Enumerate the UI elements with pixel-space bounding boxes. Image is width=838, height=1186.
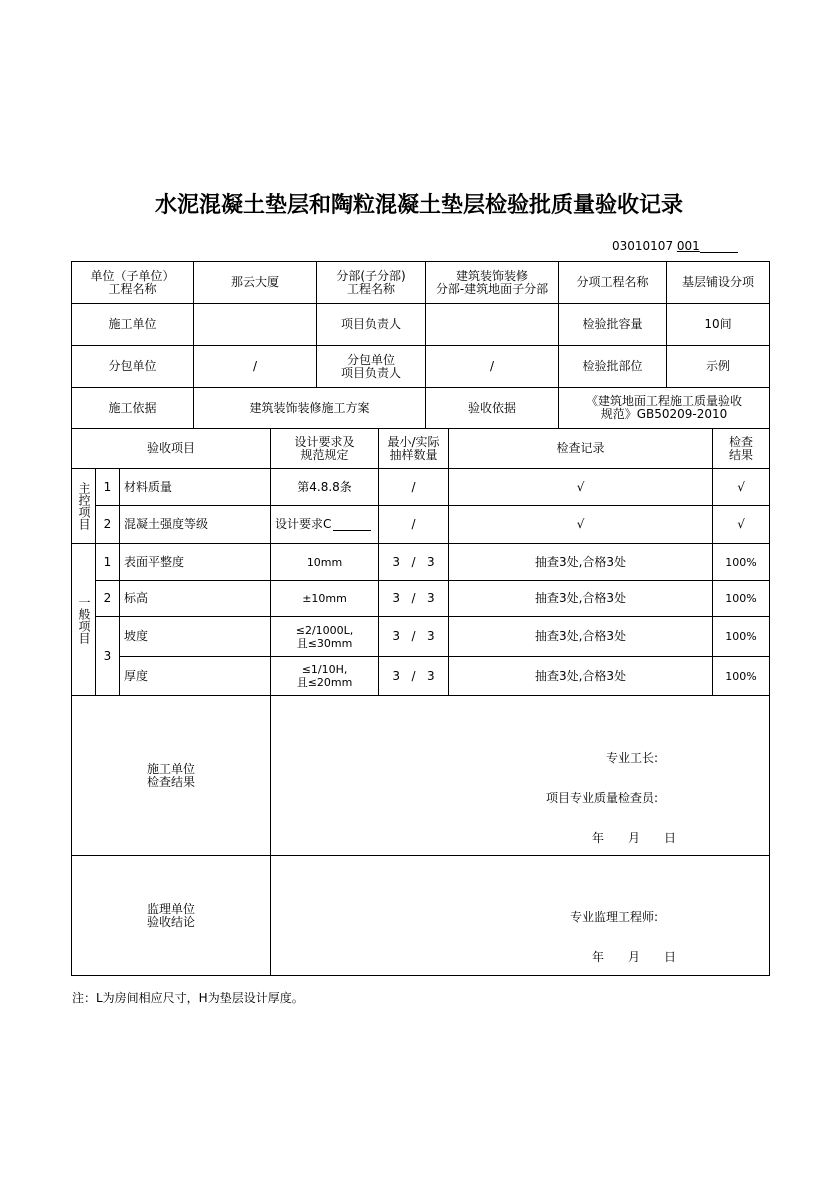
header-table (71, 261, 770, 429)
item-result: √ (713, 469, 770, 506)
supervision-year: 年 (592, 950, 605, 964)
inspection-month: 月 (628, 831, 641, 845)
supervision-label: 监理单位 验收结论 (72, 856, 271, 976)
item-sample: 3 / 3 (379, 617, 449, 657)
main-control-group: 主控项目 (72, 469, 96, 544)
item-name: 坡度 (120, 617, 271, 657)
item-record: 抽查3处,合格3处 (449, 581, 713, 617)
construction-basis-value: 建筑装饰装修施工方案 (194, 388, 426, 429)
page-title: 水泥混凝土垫层和陶粒混凝土垫层检验批质量验收记录 (154, 192, 683, 218)
sub-pm-value: / (426, 346, 559, 388)
footnote: 注：L为房间相应尺寸，H为垫层设计厚度。 (72, 991, 304, 1005)
item-requirement: ≤1/10H, 且≤20mm (271, 657, 379, 696)
item-result: 100% (713, 657, 770, 696)
item-sample: 3 / 3 (379, 581, 449, 617)
item-requirement: ±10mm (271, 581, 379, 617)
items-table (71, 428, 770, 696)
code-prefix: 03010107 (612, 239, 674, 253)
item-record: 抽查3处,合格3处 (449, 617, 713, 657)
project-manager-value (426, 304, 559, 346)
item-sample: / (379, 469, 449, 506)
item-record: 抽查3处,合格3处 (449, 657, 713, 696)
inspection-label: 施工单位 检查结果 (72, 696, 271, 856)
item-name: 标高 (120, 581, 271, 617)
item-no: 2 (96, 581, 120, 617)
col-record-header: 检查记录 (449, 429, 713, 469)
item-name: 混凝土强度等级 (120, 506, 271, 544)
batch-capacity-label: 检验批容量 (559, 304, 667, 346)
constructor-value (194, 304, 317, 346)
general-group: 一般项目 (72, 544, 96, 696)
inspection-year: 年 (592, 831, 605, 845)
batch-location-label: 检验批部位 (559, 346, 667, 388)
supervision-engineer-label: 专业监理工程师: (570, 910, 659, 924)
sub-project-label: 分部(子分部) 工程名称 (317, 262, 426, 304)
item-requirement: ≤2/1000L, 且≤30mm (271, 617, 379, 657)
item-name-label: 分项工程名称 (559, 262, 667, 304)
item-sample: / (379, 506, 449, 544)
project-manager-label: 项目负责人 (317, 304, 426, 346)
item-requirement: 第4.8.8条 (271, 469, 379, 506)
item-record: √ (449, 469, 713, 506)
supervision-month: 月 (628, 950, 641, 964)
supervision-area (271, 856, 770, 976)
col-sample-header: 最小/实际 抽样数量 (379, 429, 449, 469)
item-no: 1 (96, 469, 120, 506)
item-name-value: 基层铺设分项 (667, 262, 770, 304)
item-name: 厚度 (120, 657, 271, 696)
item-requirement: 设计要求C (271, 506, 379, 544)
item-no: 1 (96, 544, 120, 581)
code-suffix: 001 (676, 239, 700, 253)
item-record: √ (449, 506, 713, 544)
item-no: 2 (96, 506, 120, 544)
item-sample: 3 / 3 (379, 544, 449, 581)
construction-basis-label: 施工依据 (72, 388, 194, 429)
item-result: √ (713, 506, 770, 544)
constructor-label: 施工单位 (72, 304, 194, 346)
sub-pm-label: 分包单位 项目负责人 (317, 346, 426, 388)
batch-capacity-value: 10间 (667, 304, 770, 346)
item-result: 100% (713, 617, 770, 657)
item-name: 材料质量 (120, 469, 271, 506)
inspection-day: 日 (664, 831, 677, 845)
sub-project-value: 建筑装饰装修 分部-建筑地面子分部 (426, 262, 559, 304)
item-sample: 3 / 3 (379, 657, 449, 696)
col-req-header: 设计要求及 规范规定 (271, 429, 379, 469)
acceptance-basis-value: 《建筑地面工程施工质量验收 规范》GB50209-2010 (559, 388, 770, 429)
unit-name-label: 单位（子单位） 工程名称 (72, 262, 194, 304)
item-record: 抽查3处,合格3处 (449, 544, 713, 581)
acceptance-basis-label: 验收依据 (426, 388, 559, 429)
unit-name-value: 那云大厦 (194, 262, 317, 304)
supervision-day: 日 (664, 950, 677, 964)
document-code (612, 239, 738, 253)
item-name: 表面平整度 (120, 544, 271, 581)
col-item-header: 验收项目 (72, 429, 271, 469)
item-result: 100% (713, 581, 770, 617)
subcontractor-label: 分包单位 (72, 346, 194, 388)
item-requirement: 10mm (271, 544, 379, 581)
inspection-area (271, 696, 770, 856)
item-result: 100% (713, 544, 770, 581)
item-no: 3 (96, 617, 120, 696)
quality-inspector-label: 项目专业质量检查员: (546, 791, 659, 805)
requirement-blank (333, 518, 371, 531)
col-result-header: 检查 结果 (713, 429, 770, 469)
subcontractor-value: / (194, 346, 317, 388)
code-underline (700, 240, 738, 253)
batch-location-value: 示例 (667, 346, 770, 388)
foreman-label: 专业工长: (606, 751, 659, 765)
